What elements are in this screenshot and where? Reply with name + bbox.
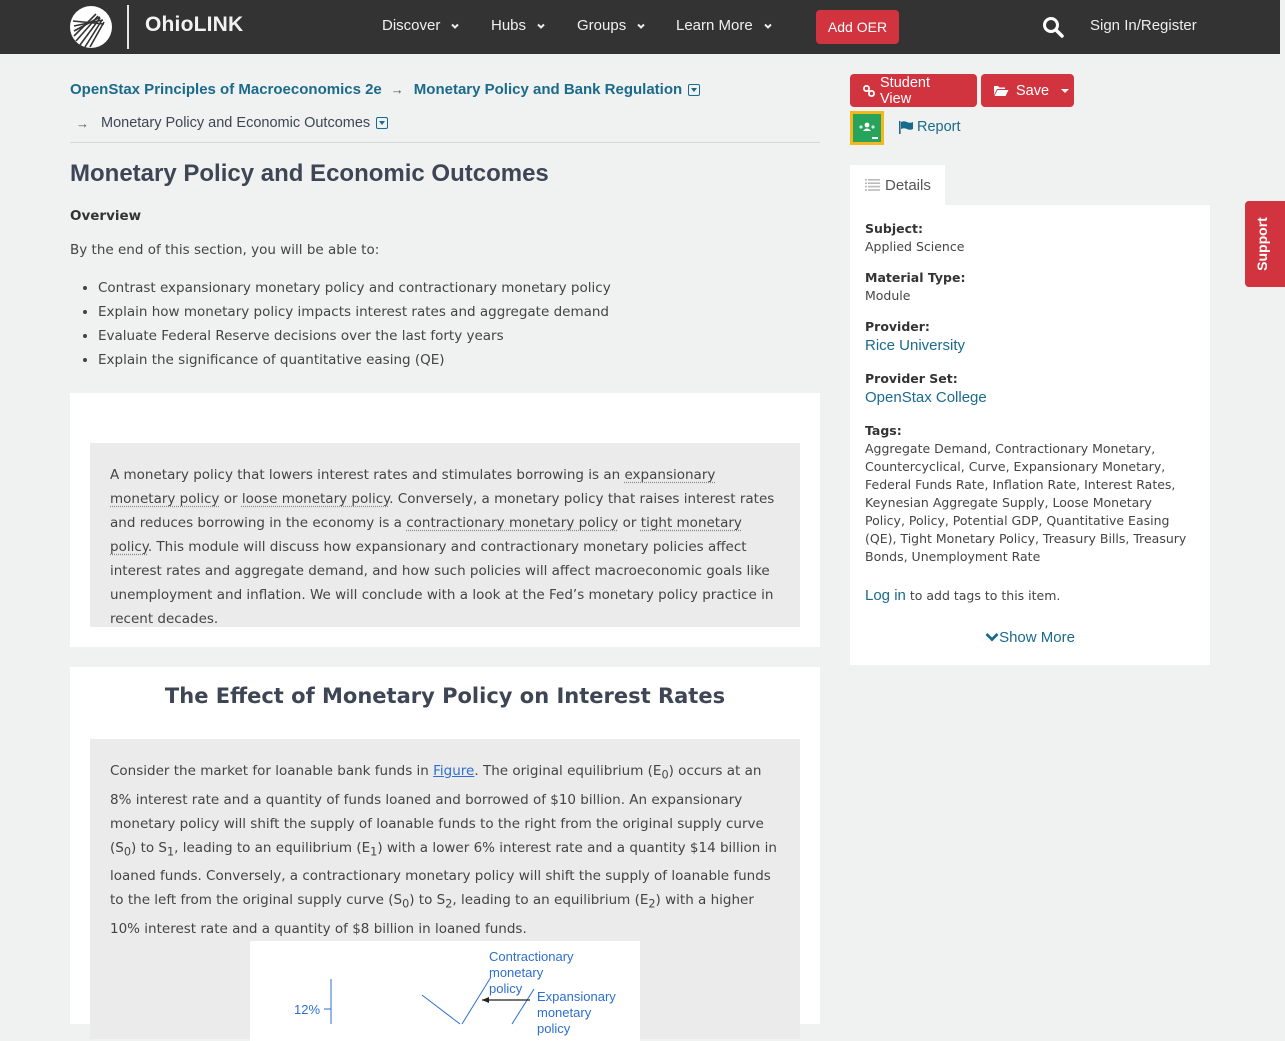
note-text: A monetary policy that lowers interest rates and stimulates borrowing is an xyxy=(110,467,625,483)
brand-name[interactable]: OhioLINK xyxy=(145,13,244,36)
google-classroom-share-button[interactable] xyxy=(850,111,884,145)
nav-label: Learn More xyxy=(676,17,753,34)
tab-details[interactable] xyxy=(850,165,945,205)
chevron-down-icon xyxy=(985,632,999,642)
annotation-label: monetary xyxy=(489,965,544,980)
provider-link[interactable]: Rice University xyxy=(865,337,966,354)
breadcrumb-row-2 xyxy=(76,115,388,131)
breadcrumb-item-current: Monetary Policy and Economic Outcomes xyxy=(101,115,371,131)
list-item: • Evaluate Federal Reserve decisions over the last forty years xyxy=(98,328,611,352)
chevron-down-icon xyxy=(450,21,460,31)
login-to-tag-line xyxy=(865,587,1060,604)
report-label: Report xyxy=(917,119,961,135)
button-label: Save xyxy=(1016,82,1050,99)
field-label: Provider Set: xyxy=(865,371,958,386)
annotation-label: monetary xyxy=(537,1005,592,1020)
note-text: ) occurs at an 8% interest rate and a quantity of funds loaned and borrowed of $10 billion. An expansionary monetary policy will shift the supply of loanable funds to the right from the original supply curve (S xyxy=(110,763,764,856)
ohiolink-logo-icon[interactable] xyxy=(70,6,112,48)
flag-icon xyxy=(899,121,914,134)
note-text: or xyxy=(618,515,641,531)
login-suffix: to add tags to this item. xyxy=(905,588,1061,603)
list-item: • Explain how monetary policy impacts interest rates and aggregate demand xyxy=(98,304,611,328)
note-text: Consider the market for loanable bank funds in xyxy=(110,763,434,779)
subscript: 2 xyxy=(445,898,453,912)
show-more-button[interactable] xyxy=(850,629,1210,646)
note-text: . This module will discuss how expansionary and contractionary monetary policies affect interest rates and aggregate demand, and how such policies will affect macroeconomic goals like unemployment and inflation. We will conclude with a look at the Fed’s monetary policy practice in recent decades. xyxy=(110,539,774,627)
loanable-funds-chart xyxy=(250,941,640,1036)
subscript: 0 xyxy=(661,768,669,782)
glossary-term[interactable]: loose monetary policy xyxy=(241,491,390,507)
overview-heading: Overview xyxy=(70,208,142,224)
loanable-funds-figure xyxy=(250,941,640,1041)
field-label: Tags: xyxy=(865,423,902,438)
save-button[interactable] xyxy=(981,74,1074,107)
note-text: ) to S xyxy=(409,892,446,909)
note-text: . The original equilibrium (E xyxy=(474,763,662,779)
note-text: or xyxy=(219,491,242,507)
note-text: , leading to an equilibrium (E xyxy=(174,839,371,856)
material-type-field xyxy=(865,269,965,305)
search-icon[interactable] xyxy=(1042,16,1064,38)
glossary-term[interactable]: contractionary monetary policy xyxy=(406,515,619,531)
tab-label: Details xyxy=(885,176,931,194)
list-item: • Explain the significance of quantitative easing (QE) xyxy=(98,352,611,376)
subscript: 2 xyxy=(648,898,656,912)
breadcrumb xyxy=(70,81,700,98)
learning-objectives-list xyxy=(98,280,611,376)
field-label: Subject: xyxy=(865,221,923,236)
tags-field xyxy=(865,422,1195,566)
nav-hubs[interactable] xyxy=(491,17,546,34)
nav-label: Hubs xyxy=(491,17,527,34)
login-link[interactable]: Log in xyxy=(865,587,906,604)
tags-value: Aggregate Demand, Contractionary Monetary, Countercyclical, Curve, Expansionary Monetary, Federal Funds Rate, Inflation Rate, Interest Rates, Keynesian Aggregate Supply, Loose Monetary Policy, Policy, Potential GDP, Quantitative Easing (QE), Tight Monetary Policy, Treasury Bills, Treasury Bonds, Unemployment Rate xyxy=(865,441,1187,564)
chevron-down-icon xyxy=(636,21,646,31)
intro-text: By the end of this section, you will be able to: xyxy=(70,242,380,258)
caret-down-icon xyxy=(1060,88,1070,94)
note-text: ) with a lower 6% interest rate and a quantity $14 billion in loaned funds. Conversely, a contractionary monetary policy will shift the supply of loanable funds to the left from the original supply curve (S xyxy=(110,839,777,909)
nav-label: Groups xyxy=(577,17,627,34)
breadcrumb-item-book[interactable]: OpenStax Principles of Macroeconomics 2e xyxy=(70,81,382,98)
glossary-term[interactable]: expansionary monetary policy xyxy=(110,467,716,507)
breadcrumb-separator: → xyxy=(76,115,89,131)
note-text: ) with a higher 10% interest rate and a quantity of $8 billion in loaned funds. xyxy=(110,892,754,938)
provider-set-link[interactable]: OpenStax College xyxy=(865,389,987,406)
field-label: Material Type: xyxy=(865,270,966,285)
support-label: Support xyxy=(1254,217,1270,271)
button-label: Student View xyxy=(880,74,930,107)
list-item: • Contrast expansionary monetary policy and contractionary monetary policy xyxy=(98,280,611,304)
google-classroom-icon xyxy=(853,114,881,142)
breadcrumb-item-chapter[interactable]: Monetary Policy and Bank Regulation xyxy=(413,81,683,98)
figure-link[interactable]: Figure xyxy=(433,763,475,779)
annotation-label: Contractionary xyxy=(489,949,574,964)
nav-learn-more[interactable] xyxy=(676,17,773,34)
report-link[interactable] xyxy=(899,119,961,135)
subscript: 1 xyxy=(370,845,378,859)
subscript: 1 xyxy=(167,845,175,859)
student-view-button[interactable] xyxy=(850,74,977,107)
caret-down-square-icon[interactable] xyxy=(688,84,700,96)
intro-card xyxy=(70,393,820,647)
details-panel xyxy=(850,205,1210,665)
show-more-label: Show More xyxy=(999,629,1075,646)
subscript: 0 xyxy=(402,898,410,912)
breadcrumb-divider xyxy=(70,142,820,143)
nav-label: Discover xyxy=(382,17,441,34)
note-text: . Conversely, a monetary policy that raises interest rates and reduces borrowing in the economy is a xyxy=(110,491,775,531)
subscript: 0 xyxy=(123,845,132,859)
annotation-label: policy xyxy=(537,1021,571,1036)
support-tab-button[interactable] xyxy=(1245,201,1285,287)
chevron-down-icon xyxy=(763,21,773,31)
page-title: Monetary Policy and Economic Outcomes xyxy=(70,160,549,187)
section-title: The Effect of Monetary Policy on Interest Rates xyxy=(164,684,726,708)
field-value: Applied Science xyxy=(865,239,965,254)
field-label: Provider: xyxy=(865,319,930,334)
note-text: ) to S xyxy=(131,839,167,856)
annotation-label: policy xyxy=(489,981,523,996)
add-oer-button[interactable]: Add OER xyxy=(816,10,899,44)
nav-groups[interactable] xyxy=(577,17,646,34)
note-text: , leading to an equilibrium (E xyxy=(452,892,649,909)
annotation-label: Expansionary xyxy=(537,989,616,1004)
sign-in-register-link[interactable]: Sign In/Register xyxy=(1090,17,1197,34)
chevron-down-icon xyxy=(536,21,546,31)
link-icon xyxy=(862,84,876,98)
caret-down-square-icon[interactable] xyxy=(376,117,388,129)
field-value: Module xyxy=(865,288,911,303)
provider-field xyxy=(865,318,965,356)
intro-note xyxy=(90,443,800,627)
top-navbar xyxy=(0,0,1280,54)
folder-open-icon xyxy=(993,84,1009,97)
y-tick-label: 12% xyxy=(294,1002,321,1017)
nav-discover[interactable] xyxy=(382,17,460,34)
logo-divider xyxy=(127,5,129,49)
glossary-term[interactable]: tight monetary policy xyxy=(110,515,742,555)
subject-field xyxy=(865,220,964,256)
breadcrumb-separator: → xyxy=(390,82,404,97)
provider-set-field xyxy=(865,370,987,408)
list-icon xyxy=(865,179,880,191)
